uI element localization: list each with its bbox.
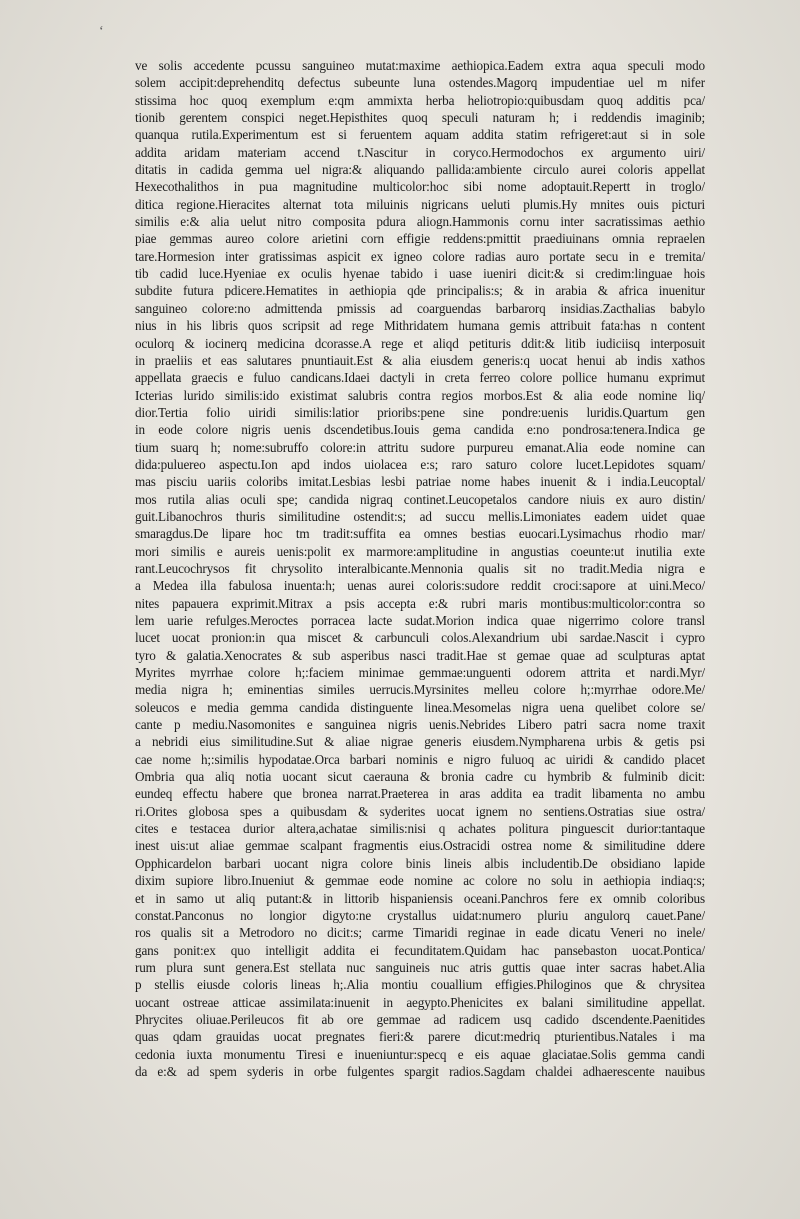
text-line: lucet uocat pronion:in qua miscet & carbunculi colos.Alexandrium ubi sardae.Nascit i cypro [135, 630, 705, 646]
text-line: Icterias lurido similis:ido existimat salubris contra regios morbos.Est & alia eode nomine liq/ [135, 387, 705, 403]
text-line: cites e testacea durior altera,achatae similis:nisi q achates politura pinguescit durior:tantaque [135, 821, 705, 837]
text-line: nites papauera exprimit.Mitrax a psis accepta e:& rubri maris montibus:multicolor:contra so [135, 595, 705, 611]
text-line: subdite futura pdicere.Hematites in aethiopia qde principalis:s; & in arabia & africa inuenitur [135, 283, 705, 299]
text-line: soleucos e media gemma candida distinguente linea.Mesomelas nigra uena quelibet colore se/ [135, 699, 705, 715]
text-line: tyro & galatia.Xenocrates & sub asperibus nasci tradit.Hae st gemae quae ad sculpturas aptat [135, 647, 705, 663]
text-line: Opphicardelon barbari uocant nigra colore binis lineis albis includentib.De obsidiano lapide [135, 855, 705, 871]
text-line: mori similis e aureis uenis:polit ex marmore:amplitudine in angustias coeunte:ut inutilia exte [135, 543, 705, 559]
text-line: Myrites myrrhae colore h;:faciem minimae gemmae:unguenti odorem attrita et nardi.Myr/ [135, 665, 705, 681]
text-line: uocant ostreae atticae assimilata:inuenit in aegypto.Phenicites ex balani similitudine appellat. [135, 994, 705, 1010]
text-line: mas pisciu uariis coloribs imitat.Lesbias lesbi patriae nome habes inuenit & i india.Leucoptal/ [135, 474, 705, 490]
text-line: nius in his libris quos scripsit ad rege Mithridatem humana gemis attribuit fata:has n content [135, 318, 705, 334]
text-line: dida:puluereo aspectu.Ion apd indos uiolacea e:s; raro saturo colore lucet.Lepidotes squam/ [135, 456, 705, 472]
text-line: da e:& ad spem syderis in orbe fulgentes spargit radios.Sagdam chaldei adhaerescente nauibus [135, 1063, 705, 1079]
text-line: mos rutila alias oculi spe; candida nigraq continet.Leucopetalos candore niuis ex auro distin/ [135, 491, 705, 507]
text-line: inest uis:ut aliae gemmae scalpant fragmentis eius.Ostracidi ostrea nome & similitudine ddere [135, 838, 705, 854]
text-line: a Medea illa fabulosa inuenta:h; uenas aurei coloris:sudore reddit croci:sapore at uini.Meco/ [135, 578, 705, 594]
text-line: cante p mediu.Nasomonites e sanguinea nigris uenis.Nebrides Libero patri sacra nome traxit [135, 717, 705, 733]
text-line: piae gemmas aureo colore arietini corn effigie reddens:pmittit praediuinans omnia repraelen [135, 231, 705, 247]
text-line: dior.Tertia folio uiridi similis:latior prioribs:pene sine pondre:uenis luridis.Quartum gen [135, 404, 705, 420]
text-line: quanqua rutila.Experimentum est si feruentem aquam addita statim refrigeret:aut si in sole [135, 127, 705, 143]
text-line: cae nome h;:similis hypodatae.Orca barbari nominis e nigro fuluoq ac uiridi & candido placet [135, 751, 705, 767]
text-line: similis e:& alia uelut nitro composita pdura aliogn.Hammonis cornu inter sacratissimas aethio [135, 214, 705, 230]
text-line: cedonia iuxta monumentu Tiresi e inueniuntur:specq e eis aquae glaciatae.Solis gemma candi [135, 1046, 705, 1062]
text-line: media nigra h; eminentias similes uerrucis.Myrsinites melleu colore h;:myrrhae odore.Me/ [135, 682, 705, 698]
text-line: Phrycites oliuae.Perileucos fit ab ore gemmae ad radicem usq cadido dscendente.Paenitides [135, 1011, 705, 1027]
text-line: a nebridi eius similitudine.Sut & aliae nigrae generis eiusdem.Nympharena urbis & getis psi [135, 734, 705, 750]
text-line: eundeq effectu habere que bronea narrat.Praeterea in aras addita ea tradit libamenta no ambu [135, 786, 705, 802]
text-line: et in samo ut aliq putant:& in littorib hispaniensis oceani.Panchros fere ex omnib coloribus [135, 890, 705, 906]
text-line: tib cadid luce.Hyeniae ex oculis hyenae tabido i uase iueniri dicit:& si credim:linguae hois [135, 266, 705, 282]
text-line: rum plura sunt genera.Est stellata nuc sanguineis nuc atris guttis quae inter sacras habet.Alia [135, 959, 705, 975]
text-line: sanguineo colore:no admittenda pmissis ad coarguendas barbarorq insidias.Zacthalias babylo [135, 300, 705, 316]
text-line: constat.Panconus no longior digyto:ne crystallus uidat:numero pluriu angulorq cauet.Pane/ [135, 907, 705, 923]
text-line: stissima hoc quoq exemplum e:qm ammixta herba heliotropio:quibusdam quoq additis pca/ [135, 92, 705, 108]
text-line: Ombria qua aliq notia uocant sicut caerauna & bronia cadre cu hymbrib & fulminib dicit: [135, 769, 705, 785]
text-line: ditatis in cadida gemma uel nigra:& aliquando pallida:ambiente circulo aurei coloris appellat [135, 162, 705, 178]
text-line: tium suarq h; nome:subruffo colore:in attritu sudore purpureu emanat.Alia eode nomine can [135, 439, 705, 455]
text-line: oculorq & iocinerq medicina dcorasse.A rege et aliqd petituris ddit:& litib iudiciisq interposuit [135, 335, 705, 351]
text-line: gans ponit:ex quo intelligit addita ei fecunditatem.Quidam hac pansebaston uocat.Pontica/ [135, 942, 705, 958]
text-line: rant.Leucochrysos fit chrysolito interalbicante.Mennonia qualis sit no tradit.Media nigra e [135, 560, 705, 576]
corner-mark: ʻ [99, 24, 104, 39]
text-line: in praeliis et eas salutares pnuntiauit.Est & alia eiusdem generis:q uocat henui ab indis xathos [135, 352, 705, 368]
text-line: solem accipit:deprehenditq defectus subeunte luna ostendes.Magorq impudentiae uel m nifer [135, 75, 705, 91]
text-line: quas qdam grauidas uocat pregnates fieri:& parere dicut:medriq pturientibus.Natales i ma [135, 1029, 705, 1045]
text-line: in eode colore nigris uenis dscendetibus.Iouis gema candida e:no pondrosa:tenera.Indica ge [135, 422, 705, 438]
text-line: ditica regione.Hieracites alternat tota miluinis nigricans ueluti plumis.Hy mnites ouis picturi [135, 196, 705, 212]
text-block [135, 57, 705, 1080]
text-line: addita aridam materiam accend t.Nascitur in coryco.Hermodochos ex argumento uiri/ [135, 144, 705, 160]
text-line: dixim supiore libro.Inueniut & gemmae eode nomine ac colore no solu in aethiopia indiaq:s; [135, 873, 705, 889]
text-line: ros qualis sit a Metrodoro no dicit:s; carme Timaridi reginae in eade dicatu Veneri no inele/ [135, 925, 705, 941]
text-line: appellata graecis e fuluo candicans.Idaei dactyli in creta ferreo colore pollice humanu exprimut [135, 370, 705, 386]
text-line: ve solis accedente pcussu sanguineo mutat:maxime aethiopica.Eadem extra aqua speculi modo [135, 58, 705, 73]
text-line: p stellis eiusde coloris lineas h;.Alia montiu couallium effigies.Philoginos que & chrysitea [135, 977, 705, 993]
text-line: ri.Orites globosa spes a quibusdam & syderites uocat ignem no sentiens.Ostratias siue ostra/ [135, 803, 705, 819]
text-line: Hexecothalithos in pua magnitudine multicolor:hoc sibi nome adoptauit.Repertt in troglo/ [135, 179, 705, 195]
text-line: tare.Hormesion inter gratissimas aspicit ex igneo colore radias auro portate secu in e tremita/ [135, 248, 705, 264]
text-line: guit.Libanochros thuris similitudine ostendit:s; ad succu mellis.Limoniates eadem uidet quae [135, 508, 705, 524]
text-line: tionib gerentem conspici neget.Hepisthites quoq speculi naturam h; i reddendis imaginib; [135, 110, 705, 126]
text-line: smaragdus.De lipare hoc tm tradit:suffita ea omnes bestias euocari.Lysimachus rhodio mar/ [135, 526, 705, 542]
text-line: lem uarie refulges.Meroctes porracea lacte sudat.Morion indica quae nigerrimo colore transl [135, 613, 705, 628]
